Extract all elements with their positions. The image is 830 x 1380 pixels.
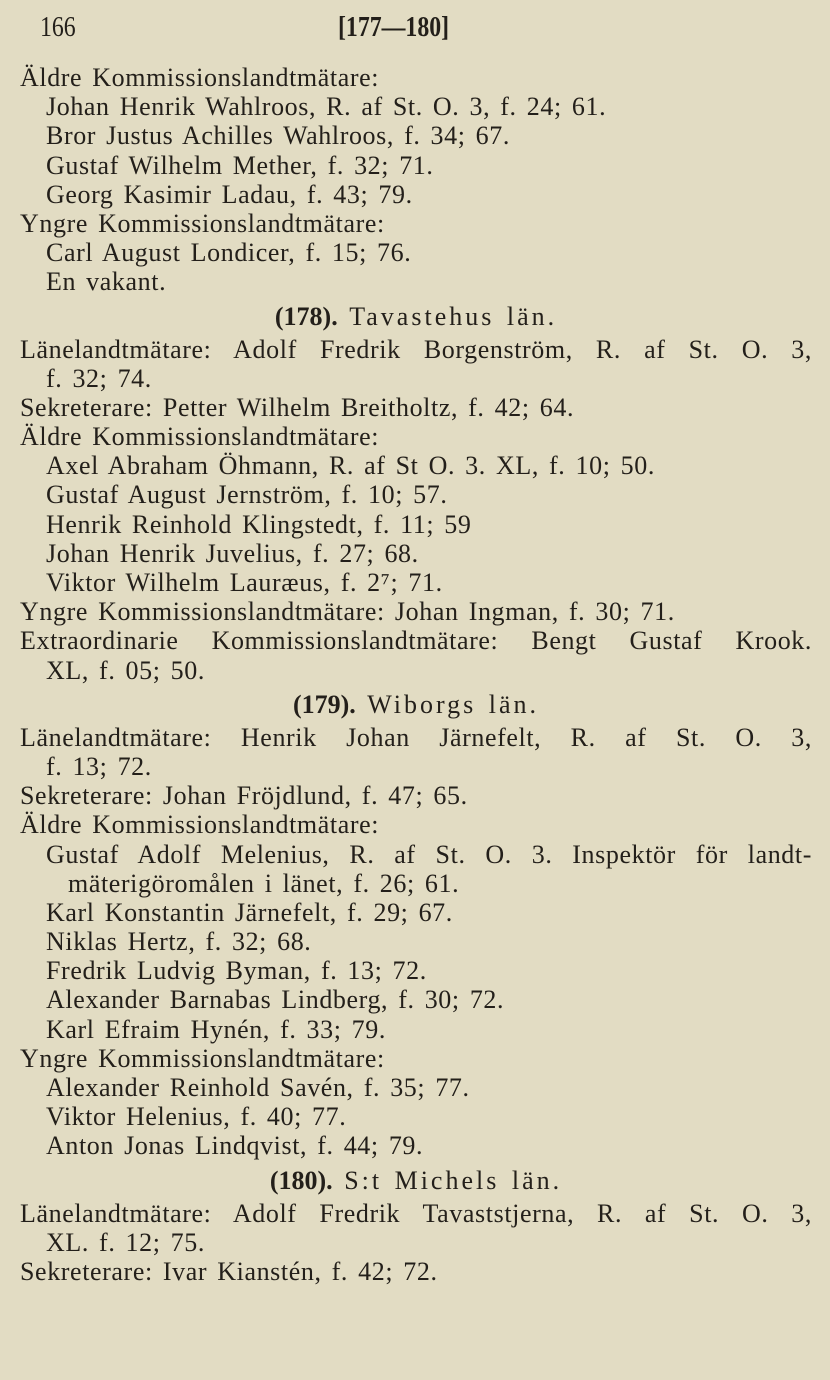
person-entry: Bror Justus Achilles Wahlroos, f. 34; 67. bbox=[46, 121, 510, 151]
section-heading bbox=[20, 1161, 812, 1199]
section-number: (179). bbox=[292, 689, 356, 719]
continuation-line: f. 13; 72. bbox=[46, 751, 152, 781]
person-entry: Gustaf August Jernström, f. 10; 57. bbox=[46, 480, 448, 510]
person-entry: Gustaf Adolf Melenius, R. af St. O. 3. Inspektör för landt- bbox=[46, 839, 812, 869]
entry-line: Yngre Kommissionslandtmätare: bbox=[20, 208, 385, 238]
entry-line: Sekreterare: Petter Wilhelm Breitholtz, f. 42; 64. bbox=[20, 392, 575, 422]
person-entry: Axel Abraham Öhmann, R. af St O. 3. XL, f. 10; 50. bbox=[46, 451, 655, 481]
person-entry: Viktor Helenius, f. 40; 77. bbox=[46, 1102, 347, 1132]
person-entry: Karl Konstantin Järnefelt, f. 29; 67. bbox=[46, 897, 453, 927]
person-entry: Johan Henrik Wahlroos, R. af St. O. 3, f. 24; 61. bbox=[46, 92, 607, 122]
entry-line: Äldre Kommissionslandtmätare: bbox=[20, 422, 380, 452]
person-entry: Alexander Barnabas Lindberg, f. 30; 72. bbox=[46, 985, 505, 1015]
person-entry: Fredrik Ludvig Byman, f. 13; 72. bbox=[46, 956, 427, 986]
person-entry: Georg Kasimir Ladau, f. 43; 79. bbox=[46, 179, 413, 209]
entry-line: Sekreterare: Ivar Kianstén, f. 42; 72. bbox=[20, 1256, 438, 1286]
page-number: 166 bbox=[40, 12, 76, 43]
section-title: Wiborgs län. bbox=[367, 689, 540, 719]
continuation-line: XL, f. 05; 50. bbox=[46, 655, 205, 685]
section-heading bbox=[20, 685, 812, 723]
section-number: (178). bbox=[274, 301, 338, 331]
entry-line: Äldre Kommissionslandtmätare: bbox=[20, 63, 380, 92]
person-entry: Viktor Wilhelm Lauræus, f. 2⁷; 71. bbox=[46, 568, 443, 597]
section-title: S:t Michels län. bbox=[344, 1165, 563, 1195]
continuation-line: f. 32; 74. bbox=[46, 363, 152, 393]
person-entry: Gustaf Wilhelm Mether, f. 32; 71. bbox=[46, 150, 434, 180]
entry-line: Länelandtmätare: Adolf Fredrik Borgenström, R. af St. O. 3, bbox=[20, 334, 812, 364]
section-range: [177—180] bbox=[338, 12, 450, 43]
section-title: Tavastehus län. bbox=[349, 301, 558, 331]
continuation-line: mäterigöromålen i länet, f. 26; 61. bbox=[68, 868, 460, 898]
person-entry: Karl Efraim Hynén, f. 33; 79. bbox=[46, 1014, 386, 1044]
entry-line: Sekreterare: Johan Fröjdlund, f. 47; 65. bbox=[20, 781, 468, 811]
person-entry: Anton Jonas Lindqvist, f. 44; 79. bbox=[46, 1131, 424, 1161]
page-body bbox=[20, 63, 812, 1286]
entry-line: Extraordinarie Kommissionslandtmätare: Bengt Gustaf Krook. bbox=[20, 626, 812, 656]
entry-line: Länelandtmätare: Adolf Fredrik Tavaststjerna, R. af St. O. 3, bbox=[20, 1198, 812, 1228]
person-entry: Johan Henrik Juvelius, f. 27; 68. bbox=[46, 538, 419, 568]
person-entry: Alexander Reinhold Savén, f. 35; 77. bbox=[46, 1073, 470, 1102]
person-entry: Niklas Hertz, f. 32; 68. bbox=[46, 927, 312, 957]
continuation-line: XL. f. 12; 75. bbox=[46, 1227, 205, 1257]
section-number: (180). bbox=[269, 1165, 333, 1195]
entry-line: Äldre Kommissionslandtmätare: bbox=[20, 810, 380, 840]
person-entry: En vakant. bbox=[46, 267, 167, 297]
entry-line: Länelandtmätare: Henrik Johan Järnefelt, R. af St. O. 3, bbox=[20, 722, 812, 752]
entry-line: Yngre Kommissionslandtmätare: bbox=[20, 1043, 385, 1073]
section-heading bbox=[20, 297, 812, 335]
running-header bbox=[0, 12, 830, 52]
person-entry: Carl August Londicer, f. 15; 76. bbox=[46, 238, 412, 268]
person-entry: Henrik Reinhold Klingstedt, f. 11; 59 bbox=[46, 509, 472, 539]
entry-line: Yngre Kommissionslandtmätare: Johan Ingman, f. 30; 71. bbox=[20, 597, 675, 627]
